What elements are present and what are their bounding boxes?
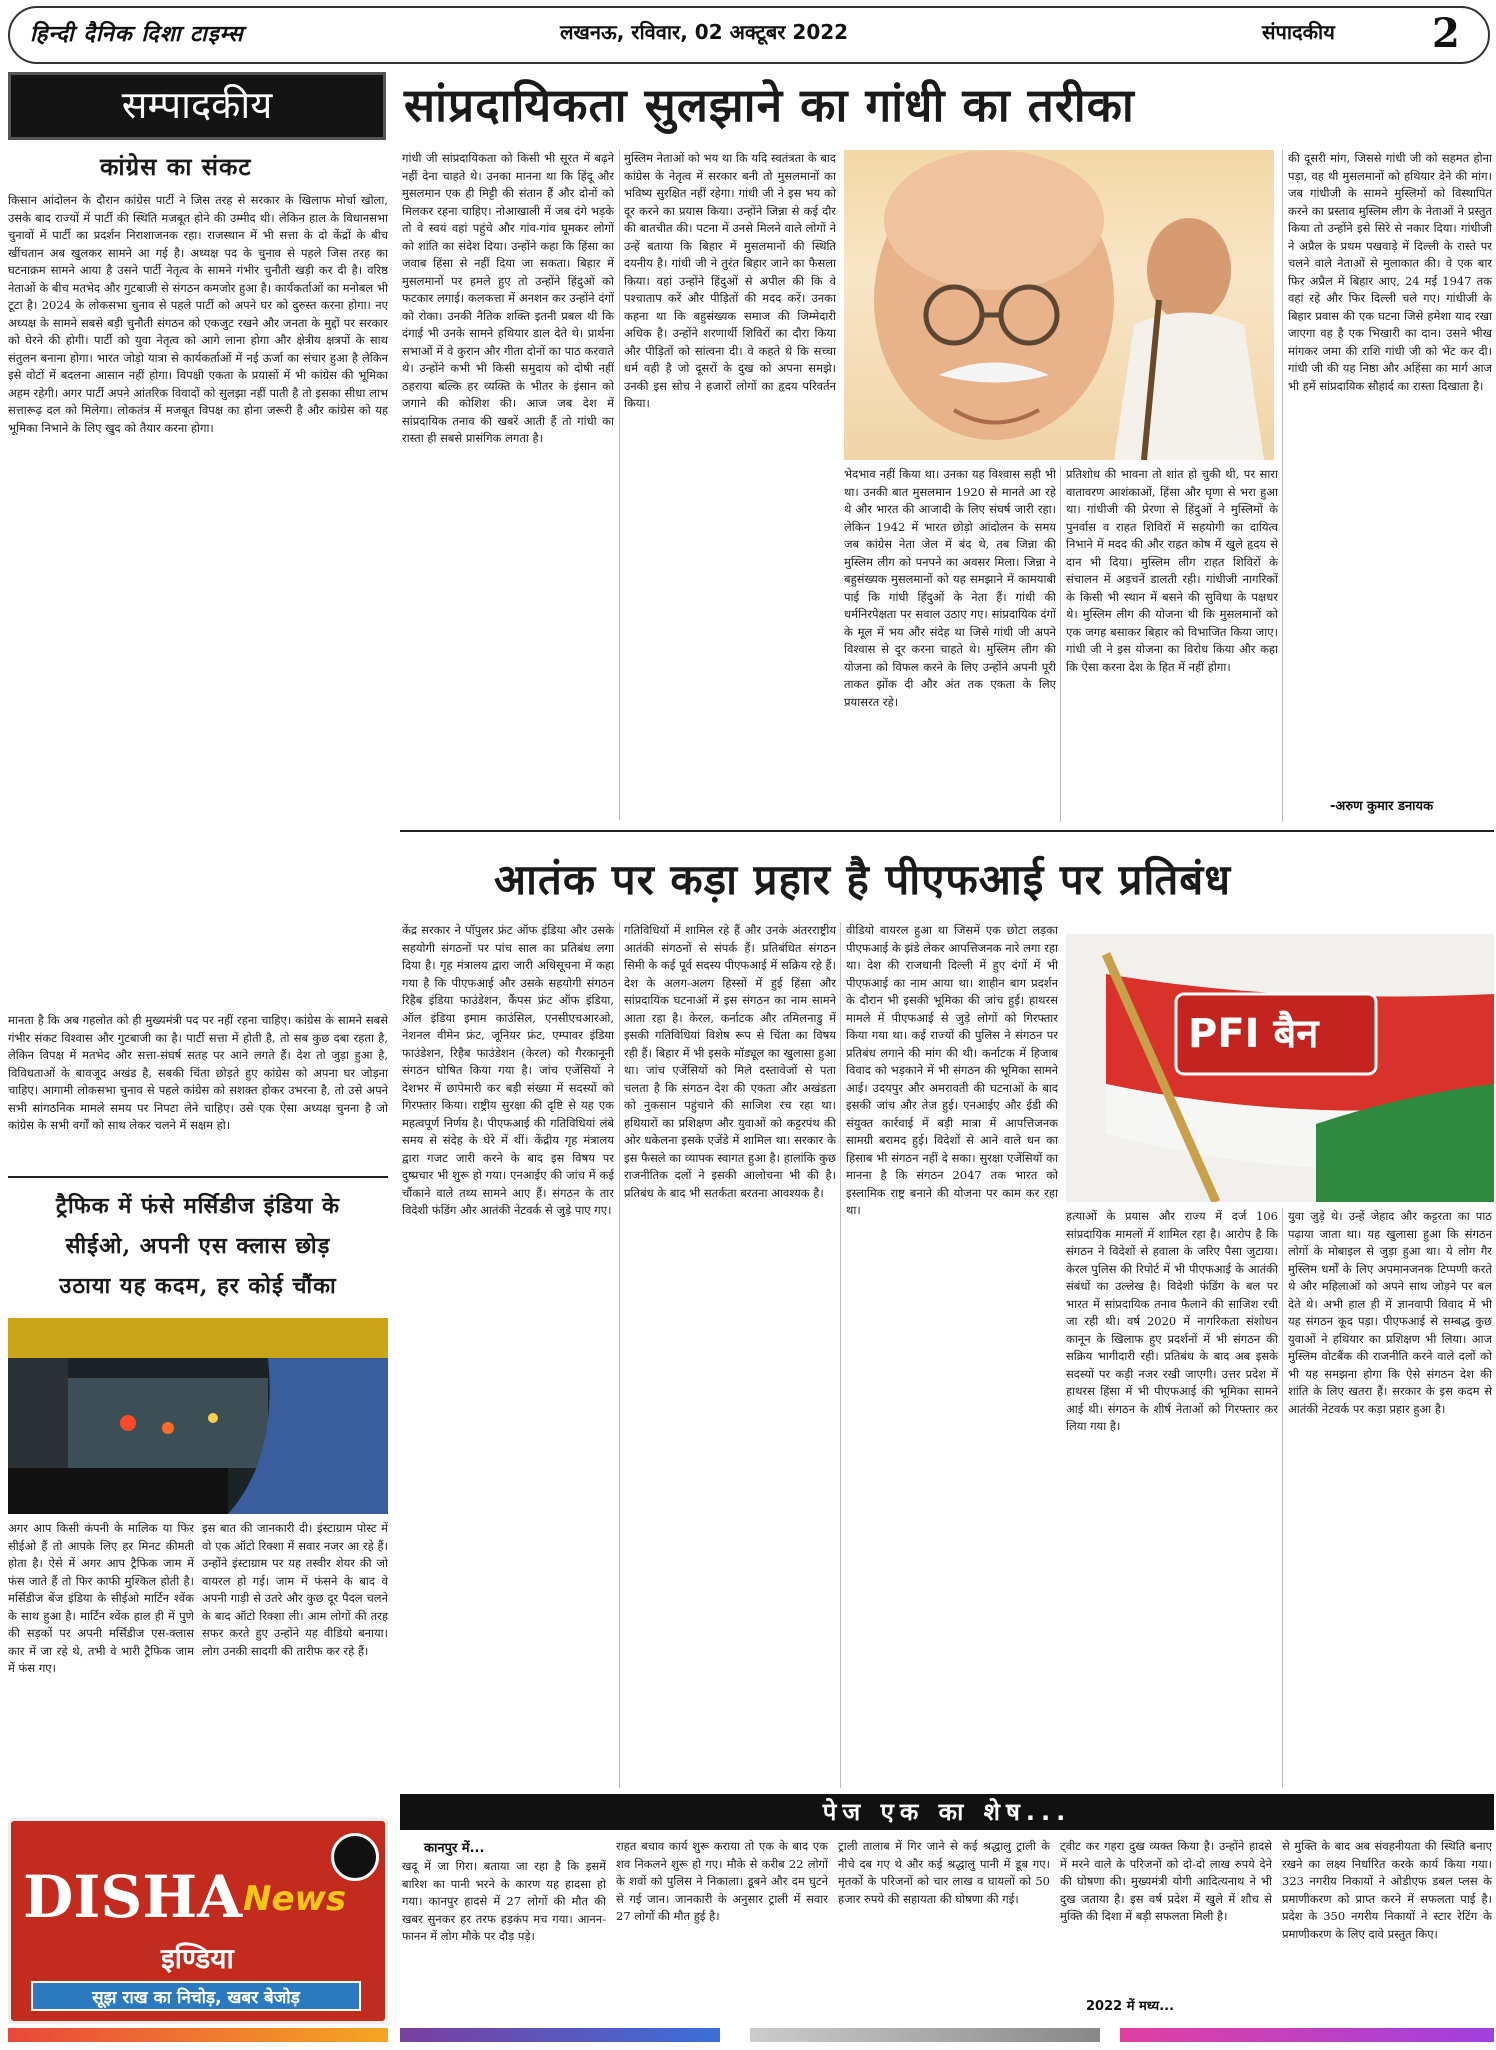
cont-col-5: से मुक्ति के बाद अब संवहनीयता की स्थिति बनाए रखने का लक्ष्य निर्धारित करके कार्य किया गया। 323 नगरीय निकायों ने ओडीएफ डबल प्लस के प्रमाणीकरण को प्राप्त करने में सफलता पाई है। प्रदेश के 350 नगरीय निकायों ने स्टार रेटिंग के प्रमाणीकरण के लिए दावे प्रस्तुत किए। [1282,1839,1492,1941]
traffic-photo [8,1318,388,1514]
section-name: संपादकीय [1262,20,1335,44]
pfi-col-3: वीडियो वायरल हुआ था जिसमें एक छोटा लड़का पीएफआई के झंडे लेकर आपत्तिजनक नारे लगा रहा था। देश की राजधानी दिल्ली में हुए दंगों में भी पीएफआई का नाम आया था। शाहीन बाग प्रदर्शन के दौरान भी इसकी भूमिका की जांच हुई। हाथरस मामले में पीएफआई से जुड़े लोगों को गिरफ्तार किया गया था। कई राज्यों की पुलिस ने संगठन पर प्रतिबंध लगाने की मांग की थी। कर्नाटक में हिजाब विवाद को भड़काने में भी संगठन की भूमिका सामने आई। उदयपुर और अमरावती की घटनाओं के बाद इसकी जांच और तेज हुई। एनआईए और ईडी की संयुक्त कार्रवाई में बड़ी मात्रा में आपत्तिजनक सामग्री बरामद हुई। विदेशों से आने वाले धन का हिसाब भी संगठन नहीं दे सका। सुरक्षा एजेंसियों का मानना है कि संगठन 2047 तक भारत को इस्लामिक राष्ट्र बनाने की योजना पर काम कर रहा था। [846,923,1058,1217]
gandhi-illustration [844,150,1274,460]
traffic-col-1: अगर आप किसी कंपनी के मालिक या फिर सीईओ हैं तो आपके लिए हर मिनट कीमती होता है। ऐसे में अगर आप ट्रैफिक जाम में फंस जाते हैं तो फिर काफी मुश्किल होती है। मर्सिडीज बेंज इंडिया के सीईओ मार्टिन श्वेंक के साथ हुआ है। मार्टिन श्वेंक हाल ही में पुणे की सड़कों पर अपनी मर्सिडीज एस-क्लास कार में जा रहे थे, तभी वे भारी ट्रैफिक जाम में फंस गए। [8,1521,194,1675]
auto-rickshaw-view-svg [8,1318,388,1514]
pfi-col-5: युवा जुड़े थे। उन्हें जेहाद और कट्टरता का पाठ पढ़ाया जाता था। यह खुलासा हुआ कि संगठन लोगों के मोबाइल से जुड़ा हुआ था। ये लोग गैर मुस्लिम धर्मों के लिए अपमानजनक टिप्पणी करते थे और महिलाओं को अपने साथ जोड़ने पर बल देते थे। अभी हाल ही में ज्ञानवापी विवाद में भी यह संगठन कूद पड़ा। पीएफआई से सम्बद्ध कुछ युवाओं ने हथियार का प्रशिक्षण भी लिया। आज मुस्लिम वोटबैंक की राजनीति करने वाले दलों को भी यह समझना होगा कि ऐसे संगठन देश की शांति के लिए खतरा हैं। सरकार के इस कदम से आतंकी नेटवर्क पर कड़ा प्रहार हुआ है। [1288,1209,1492,1416]
traffic-headline-line-3: उठाया यह कदम, हर कोई चौंका [59,1273,337,1299]
ad-brand: DISHA [23,1863,243,1931]
traffic-col-2: इस बात की जानकारी दी। इंस्टाग्राम पोस्ट में वो एक ऑटो रिक्शा में सवार नजर आ रहे हैं। उन्होंने इंस्टाग्राम पर यह तस्वीर शेयर की जो वायरल हो गई। जाम में फंसने के बाद वे अपनी गाड़ी से उतरे और कुछ दूर पैदल चलने के बाद ऑटो रिक्शा ली। आम लोगों की तरह सफर करते हुए उन्होंने यह वीडियो बनाया। लोग उनकी सादगी की तारीफ कर रहे हैं। [202,1521,388,1658]
footer-bar [1120,2028,1494,2042]
footer-bar [750,2028,1100,2042]
column-rule [1060,466,1061,822]
gandhi-col-5: की दूसरी मांग, जिससे गांधी जी को सहमत होना पड़ा, वह थी मुसलमानों को हथियार देने की मांग। जब गांधीजी के सामने मुस्लिमों को विस्थापित करने का प्रस्ताव मुस्लिम लीग के नेताओं ने प्रस्तुत किया तो उन्होंने इसे सिरे से नकार दिया। गांधीजी ने अप्रैल के प्रथम पखवाड़े में दिल्ली के रास्ते पर चलने वाले नेताओं से मुलाकात की। वे एक बार फिर अप्रैल में बिहार आए, 24 मई 1947 तक वहां रहे और फिर दिल्ली चले गए। गांधीजी के बिहार प्रवास की एक घटना जिसे हमेशा याद रखा जाएगा वह है एक भिखारी का दान। उसने भीख मांगकर जमा की राशि गांधी जी को भेंट कर दी। गांधी जी की यह निष्ठा और अहिंसा का मार्ग आज भी हमें सांप्रदायिक सौहार्द का रास्ता दिखाता है। [1288,151,1492,393]
cont-col-3: ट्राली तालाब में गिर जाने से कई श्रद्धालु ट्राली के नीचे दब गए थे और कई श्रद्धालु पानी में डूब गए। मृतकों के परिजनों को चार लाख व घायलों को 50 हजार रुपये की सहायता की घोषणा की गई। [838,1839,1050,1906]
column-rule [1282,1208,1283,1788]
cont-col-4: ट्वीट कर गहरा दुख व्यक्त किया है। उन्होंने हादसे में मरने वाले के परिजनों को दो-दो लाख रुपये देने की घोषणा की। मुख्यमंत्री योगी आदित्यनाथ ने भी दुख जताया है। इस वर्ष प्रदेश में खुले में शौच से मुक्ति की दिशा में बड़ी सफलता मिली है। [1060,1839,1272,1923]
pfi-badge: PFI बैन [1188,1011,1319,1057]
pfi-col-2: गतिविधियों में शामिल रहे हैं और उनके अंतरराष्ट्रीय आतंकी संगठनों से संपर्क हैं। प्रतिबंधित संगठन सिमी के कई पूर्व सदस्य पीएफआई में सक्रिय रहे हैं। देश के अलग-अलग हिस्सों में हुई हिंसा और सांप्रदायिक घटनाओं में इस संगठन का नाम सामने आता रहा है। केरल, कर्नाटक और तमिलनाडु में इसकी गतिविधियां विशेष रूप से चिंता का विषय रही हैं। बिहार में भी इसके मॉड्यूल का खुलासा हुआ था। जांच एजेंसियों को मिले दस्तावेजों से पता चलता है कि संगठन देश की एकता और अखंडता को नुकसान पहुंचाने की साजिश रच रहा था। हथियारों का प्रशिक्षण और युवाओं को कट्टरपंथ की ओर धकेलना इसके एजेंडे में शामिल था। सरकार के इस फैसले का व्यापक स्वागत हुआ है। हालांकि कुछ राजनीतिक दलों ने इसकी आलोचना भी की है। प्रतिबंध के बाद भी सतर्कता बरतना आवश्यक है। [624,923,836,1200]
microphone-icon [331,1833,379,1881]
cont-col-2: राहत बचाव कार्य शुरू कराया तो एक के बाद एक शव निकलने शुरू हो गए। मौके से करीब 22 लोगों के शवों को पुलिस ने निकाला। डूबने और दम घुटने से गई जान। जानकारी के अनुसार ट्राली में सवार 27 लोगों की मौत हुई है। [616,1839,828,1923]
column-rule [1282,150,1283,822]
congress-title: कांग्रेस का संकट [100,152,252,181]
column-rule [840,922,841,1788]
year-2022-continued: 2022 में मध्य... [1086,1999,1175,2014]
traffic-headline [8,1186,388,1306]
editorial-label: सम्पादकीय [8,72,386,140]
pfi-headline: आतंक पर कड़ा प्रहार है पीएफआई पर प्रतिबंध [494,855,1232,904]
pfi-col-1: केंद्र सरकार ने पॉपुलर फ्रंट ऑफ इंडिया और उसके सहयोगी संगठनों पर पांच साल का प्रतिबंध लगा दिया है। गृह मंत्रालय द्वारा जारी अधिसूचना में कहा गया है कि पीएफआई और उसके सहयोगी संगठन रिहैब इंडिया फाउंडेशन, कैंपस फ्रंट ऑफ इंडिया, ऑल इंडिया इमाम काउंसिल, एनसीएचआरओ, नेशनल वीमेन फ्रंट, जूनियर फ्रंट, एम्पावर इंडिया फाउंडेशन, रिहैब फाउंडेशन (केरल) को गैरकानूनी संगठन घोषित किया गया है। जांच एजेंसियों ने देशभर में छापेमारी कर बड़ी संख्या में सदस्यों को गिरफ्तार किया। राष्ट्रीय सुरक्षा की दृष्टि से यह एक महत्वपूर्ण निर्णय है। पीएफआई की गतिविधियां लंबे समय से संदेह के घेरे में थीं। केंद्रीय गृह मंत्रालय द्वारा गजट जारी करने के बाद इस विषय पर दुष्प्रचार भी शुरू हो गया। एनआईए की जांच में कई चौंकाने वाले तथ्य सामने आए हैं। संगठन के तार विदेशी फंडिंग और आतंकी नेटवर्क से जुड़े पाए गए। [402,923,614,1217]
ad-country: इण्डिया [161,1942,234,1975]
ad-tagline: सूझ राख का निचोड़, खबर बेजोड़ [31,1981,361,2011]
pfi-col-4: हत्याओं के प्रयास और राज्य में दर्ज 106 सांप्रदायिक मामलों में शामिल रहा है। आरोप है कि संगठन ने विदेशों से हवाला के जरिए पैसा जुटाया। केरल पुलिस की रिपोर्ट में भी पीएफआई के आतंकी संबंधों का उल्लेख है। विदेशी फंडिंग के बल पर भारत में सांप्रदायिक तनाव फैलाने की साजिश रची जा रही थी। वर्ष 2020 में नागरिकता संशोधन कानून के खिलाफ हुए प्रदर्शनों में भी संगठन की सक्रिय भागीदारी रही। प्रतिबंध के बाद अब इसके सदस्यों पर कड़ी नजर रखी जाएगी। उत्तर प्रदेश में हाथरस हिंसा में भी पीएफआई की भूमिका सामने आई थी। संगठन के शीर्ष नेताओं को गिरफ्तार कर लिया गया है। [1066,1209,1278,1433]
gandhi-author: -अरुण कुमार डनायक [1330,799,1434,814]
cont-col-1: खदू में जा गिरा। बताया जा रहा है कि इसमें बारिश का पानी भरने के कारण यह हादसा हो गया। कानपुर हादसे में 27 लोगों की मौत की खबर सुनकर हर तरफ हड़कंप मच गया। आनन-फानन में लोग मौके पर दौड़ पड़े। [402,1859,606,1943]
column-rule [619,150,620,820]
divider [8,1176,388,1178]
column-rule [619,922,620,1788]
gandhi-col-4: प्रतिशोध की भावना तो शांत हो चुकी थी, पर सारा वातावरण आशंकाओं, हिंसा और घृणा से भरा हुआ था। गांधीजी की प्रेरणा से हिंदुओं ने मुस्लिमों के पुनर्वास व राहत शिविरों में सहयोगी का दायित्व निभाने में मदद की और राहत कोष में खुले हृदय से दान भी दिया। मुस्लिम लीग राहत शिविरों के संचालन में अड़चनें डालती रही। गांधीजी नागरिकों के किसी भी स्थान में बसने की सुविधा के पक्षधर थे। मुस्लिम लीग की योजना थी कि मुसलमानों को एक जगह बसाकर बिहार को विभाजित किया जाए। गांधी जी ने इस योजना का विरोध किया और कहा कि ऐसा करना देश के हित में नहीं होगा। [1066,467,1278,674]
footer-bar [400,2028,720,2042]
disha-news-ad [8,1818,388,2024]
gandhi-col-2: मुस्लिम नेताओं को भय था कि यदि स्वतंत्रता के बाद कांग्रेस के नेतृत्व में सरकार बनी तो मुसलमानों का भविष्य सुरक्षित नहीं रहेगा। गांधी जी ने इस भय को दूर करने का प्रयास किया। उन्होंने जिन्ना से कई दौर की बातचीत की। पटना में उनसे मिलने वाले लोगों ने उन्हें बताया कि बिहार में मुसलमानों की स्थिति दयनीय है। गांधी जी ने तुरंत बिहार जाने का फैसला किया। वहां उन्होंने हिंदुओं से अपील की कि वे पश्चाताप करें और पीड़ितों की मदद करें। उनका कहना था कि बहुसंख्यक समाज की जिम्मेदारी अधिक है। उन्होंने शरणार्थी शिविरों का दौरा किया और पीड़ितों को सांत्वना दी। वे कहते थे कि सच्चा धर्म वही है जो दूसरों के दुख को अपना समझे। उनकी इस सोच ने हजारों लोगों का हृदय परिवर्तन किया। [624,151,836,410]
kanpur-continued: कानपुर में... [424,1841,485,1856]
traffic-headline-line-2: सीईओ, अपनी एस क्लास छोड़ [65,1233,331,1259]
gandhi-col-1: गांधी जी सांप्रदायिकता को किसी भी सूरत में बढ़ने नहीं देना चाहते थे। उनका मानना था कि हिंदू और मुसलमान एक ही मिट्टी की संतान हैं और दोनों को मिलकर रहना चाहिए। नोआखाली में जब दंगे भड़के तो वे स्वयं वहां पहुंचे और गांव-गांव घूमकर लोगों को शांति का संदेश दिया। उन्होंने कहा कि हिंसा का जवाब हिंसा से नहीं दिया जा सकता। बिहार में मुसलमानों पर हमले हुए तो उन्होंने हिंदुओं को फटकार लगाई। कलकत्ता में अनशन कर उन्होंने दंगों को रोका। उनकी नैतिक शक्ति इतनी प्रबल थी कि दंगाई भी उनके सामने हथियार डाल देते थे। प्रार्थना सभाओं में वे कुरान और गीता दोनों का पाठ करवाते थे। उन्होंने कभी भी किसी समुदाय को दोषी नहीं ठहराया बल्कि हर व्यक्ति के भीतर के इंसान को जगाने की कोशिश की। आज जब देश में सांप्रदायिक तनाव की खबरें आती हैं तो गांधी का रास्ता ही सबसे प्रासंगिक लगता है। [402,151,614,445]
continued-band: पेज एक का शेष... [400,1794,1494,1830]
pfi-ban-image [1066,934,1494,1202]
congress-body-end: मानता है कि अब गहलोत को ही मुख्यमंत्री पद पर नहीं रहना चाहिए। कांग्रेस के सामने सबसे गंभीर संकट विश्वास और गुटबाजी का है। पार्टी सत्ता में होती है, तो सब कुछ दबा रहता है, लेकिन विपक्ष में मतभेद और सत्ता-संघर्ष सतह पर आने लगते हैं। देश तो जुड़ा हुआ है, विविधताओं के बावजूद अखंड है, सबकी चिंता छोड़ते हुए कांग्रेस को अपना घर जोड़ना चाहिए। आगामी लोकसभा चुनाव से पहले कांग्रेस को सशक्त होकर उभरना है, तो उसे अपने सभी सांगठनिक मामले समय पर निपटा लेने चाहिए। उसे एक ऐसा अध्यक्ष चुनना है जो कांग्रेस के सभी वर्गों को साथ लेकर चलने में सक्षम हो। [8,1013,388,1132]
gandhi-portrait-svg [844,150,1274,460]
gandhi-headline: सांप्रदायिकता सुलझाने का गांधी का तरीका [404,78,1135,132]
issue-date: लखनऊ, रविवार, 02 अक्टूबर 2022 [560,20,849,44]
traffic-headline-line-1: ट्रैफिक में फंसे मर्सिडीज इंडिया के [55,1193,341,1219]
ad-news: News [243,1879,347,1919]
congress-body: किसान आंदोलन के दौरान कांग्रेस पार्टी ने जिस तरह से सरकार के खिलाफ मोर्चा खोला, उसके बाद राज्यों में पार्टी की स्थिति मजबूत होने की उम्मीद थी। लेकिन हाल के विधानसभा चुनावों में पार्टी का प्रदर्शन निराशाजनक रहा। राजस्थान में भी सत्ता के दो केंद्रों के बीच खींचतान अब खुलकर सामने आ गई है। अध्यक्ष पद के चुनाव से पहले जिस तरह का घटनाक्रम सामने आया है उसने पार्टी नेतृत्व के सामने गंभीर चुनौती खड़ी कर दी है। वरिष्ठ नेताओं के बीच मतभेद और गुटबाजी से संगठन कमजोर हुआ है। कार्यकर्ताओं का मनोबल भी टूटा है। 2024 के लोकसभा चुनाव से पहले पार्टी को अपने घर को दुरुस्त करना होगा। नए अध्यक्ष के सामने सबसे बड़ी चुनौती संगठन को एकजुट रखने और जनता के मुद्दों पर सरकार को घेरने की होगी। पार्टी को युवा नेतृत्व को आगे लाना होगा और क्षेत्रीय क्षत्रपों के साथ संतुलन बनाना होगा। भारत जोड़ो यात्रा से कार्यकर्ताओं में नई ऊर्जा का संचार हुआ है लेकिन इसे वोटों में बदलना आसान नहीं होगा। विपक्षी एकता के प्रयासों में भी कांग्रेस की भूमिका अहम रहेगी। अगर पार्टी अपने आंतरिक विवादों को सुलझा नहीं पाती है तो इसका सीधा लाभ सत्तारूढ़ दल को मिलेगा। लोकतंत्र में मजबूत विपक्ष का होना जरूरी है और कांग्रेस को यह भूमिका निभाने के लिए खुद को तैयार करना होगा। [8,193,388,435]
divider [400,830,1494,832]
newspaper-name: हिन्दी दैनिक दिशा टाइम्स [30,22,244,47]
pfi-flag-svg [1066,934,1494,1202]
footer-bar [8,2028,388,2042]
page-number: 2 [1432,10,1460,57]
gandhi-col-3: भेदभाव नहीं किया था। उनका यह विश्वास सही भी था। उनकी बात मुसलमान 1920 से मानते आ रहे थे और भारत की आजादी के लिए संघर्ष जारी रहा। लेकिन 1942 में भारत छोड़ो आंदोलन के समय जब कांग्रेस नेता जेल में बंद थे, तब जिन्ना की मुस्लिम लीग को पनपने का अवसर मिला। जिन्ना ने बहुसंख्यक मुसलमानों को यह समझाने में कामयाबी पाई कि गांधी हिंदुओं के नेता हैं। गांधी की धर्मनिरपेक्षता पर सवाल उठाए गए। सांप्रदायिक दंगों के मूल में भय और संदेह था जिसे गांधी जी अपने विश्वास से दूर करना चाहते थे। मुस्लिम लीग की योजना को विफल करने के लिए उन्होंने अपनी पूरी ताकत झोंक दी और अंत तक एकता के लिए प्रयासरत रहे। [844,467,1056,709]
